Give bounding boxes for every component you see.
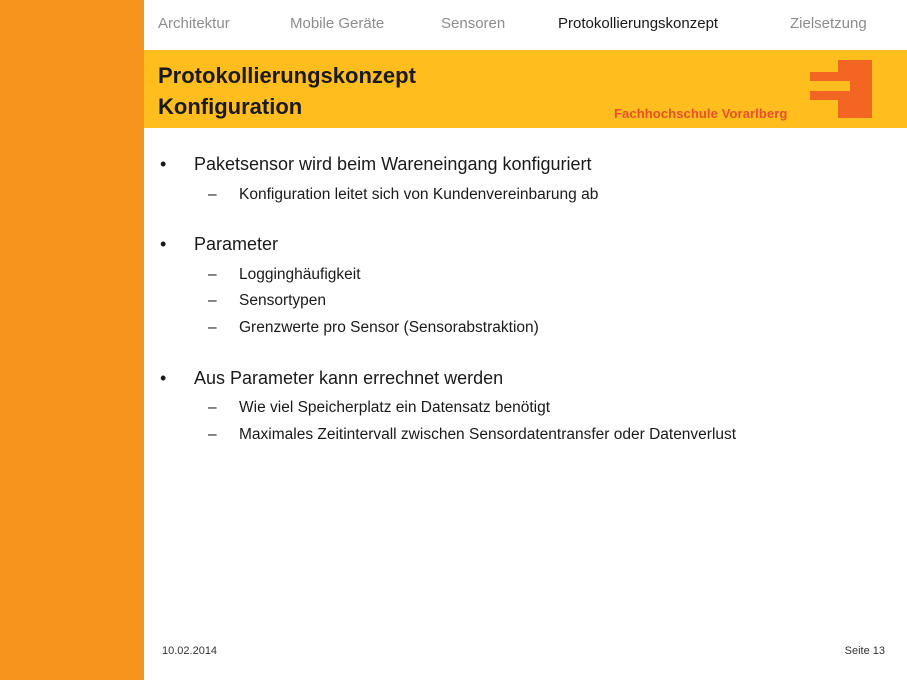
nav-item-protokollierungskonzept[interactable]: Protokollierungskonzept (558, 15, 719, 32)
nav-item-zielsetzung[interactable]: Zielsetzung (790, 15, 867, 32)
bullet-symbol: • (160, 154, 167, 174)
header-band (144, 50, 907, 128)
slide-subtitle: Konfiguration (158, 94, 303, 119)
dash-symbol: – (208, 399, 217, 416)
dash-symbol: – (208, 266, 217, 283)
logo-text: Fachhochschule Vorarlberg (614, 106, 788, 121)
dash-symbol: – (208, 186, 217, 203)
dash-symbol: – (208, 292, 217, 309)
slide-title: Protokollierungskonzept (158, 63, 416, 88)
fhv-logo-icon (808, 60, 872, 118)
bullet-symbol: • (160, 234, 167, 254)
footer-page-number: Seite 13 (844, 645, 885, 657)
dash-symbol: – (208, 319, 217, 336)
top-navigation (144, 0, 907, 50)
nav-item-sensoren[interactable]: Sensoren (441, 15, 506, 32)
dash-symbol: – (208, 426, 217, 443)
footer-date: 10.02.2014 (162, 645, 218, 657)
nav-item-architektur[interactable]: Architektur (158, 15, 230, 32)
nav-item-mobile-geraete[interactable]: Mobile Geräte (290, 15, 385, 32)
bullet-symbol: • (160, 368, 167, 388)
side-bar (0, 0, 144, 680)
